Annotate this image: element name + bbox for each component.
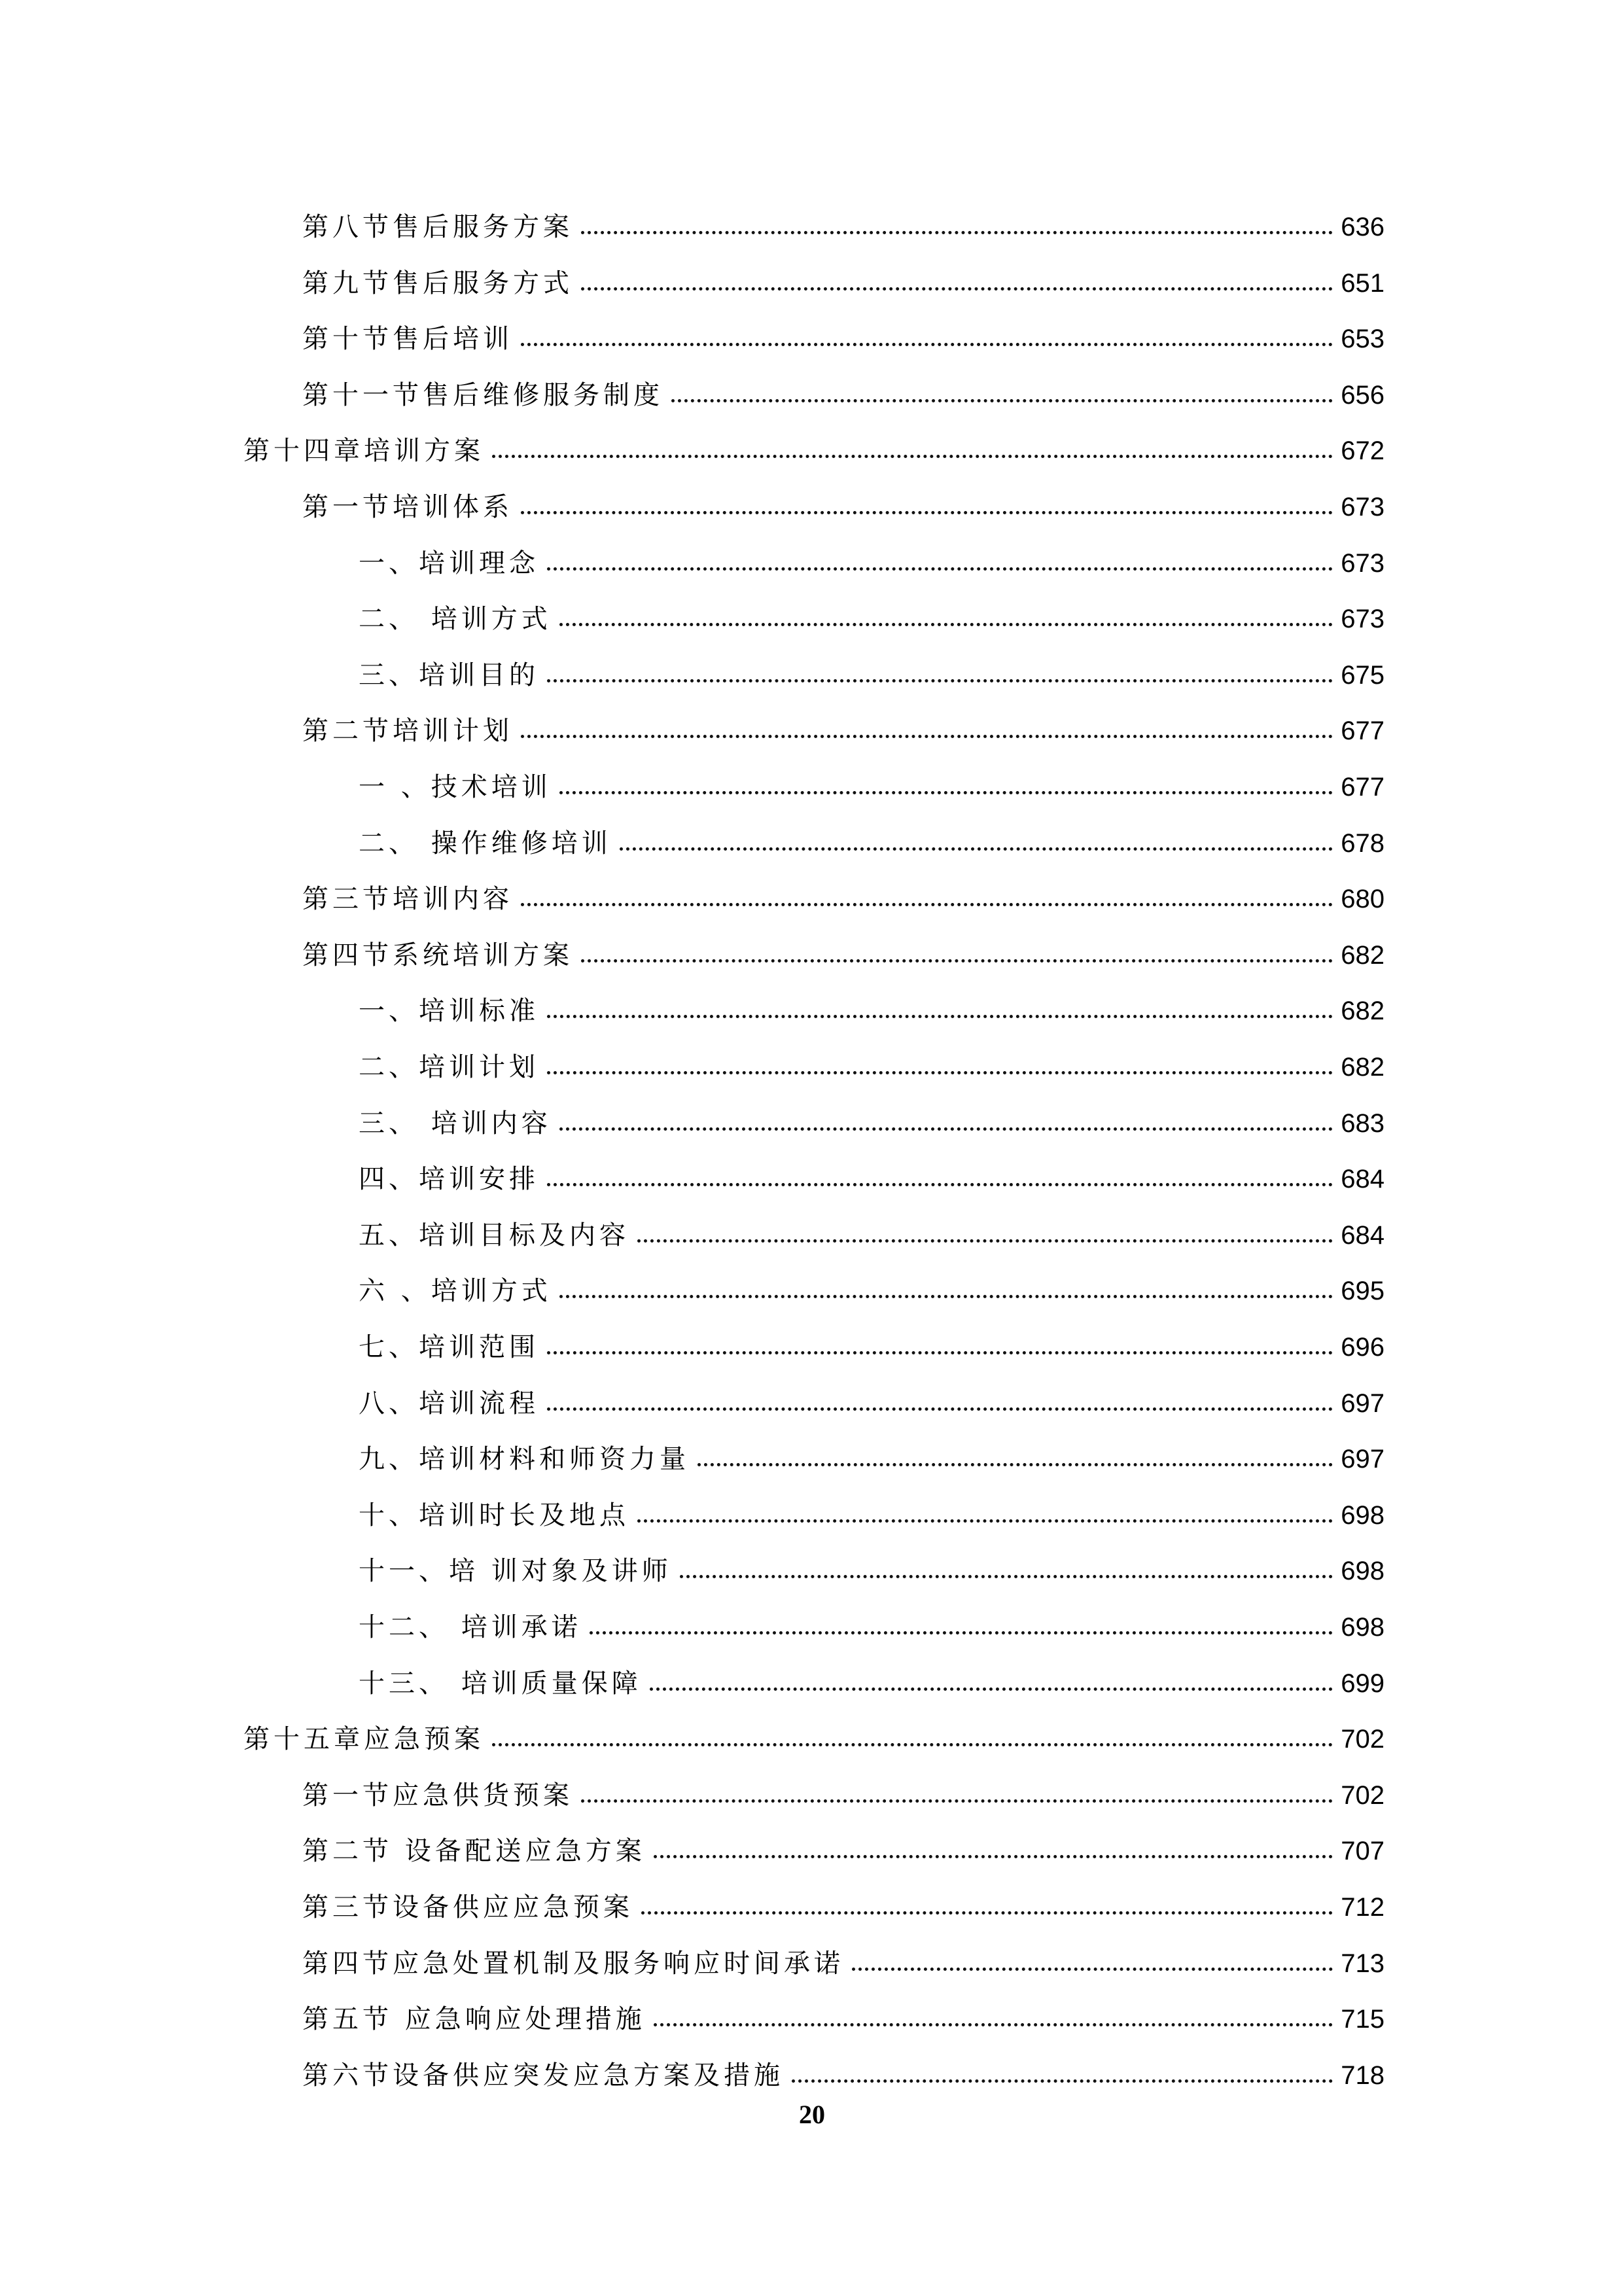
toc-entry-title: 第二节培训计划	[302, 716, 513, 747]
toc-entry-page: 682	[1341, 1053, 1385, 1082]
toc-entry[interactable]	[302, 1926, 1385, 1979]
toc-entry-title: 三、 培训内容	[359, 1108, 552, 1139]
toc-entry-title: 一、培训标准	[359, 996, 539, 1027]
toc-dot-leader	[547, 1407, 1333, 1411]
toc-entry-page: 675	[1341, 660, 1385, 690]
toc-entry-page: 682	[1341, 940, 1385, 970]
toc-entry[interactable]	[359, 638, 1385, 690]
toc-dot-leader	[697, 1463, 1333, 1466]
toc-entry-title: 十、培训时长及地点	[359, 1500, 629, 1530]
toc-entry[interactable]	[302, 190, 1385, 242]
toc-entry-title: 一、培训理念	[359, 548, 539, 578]
toc-entry[interactable]	[359, 806, 1385, 858]
toc-entry-title: 七、培训范围	[359, 1332, 539, 1362]
toc-dot-leader	[492, 1743, 1333, 1746]
toc-entry[interactable]	[359, 1198, 1385, 1250]
toc-entry[interactable]	[359, 750, 1385, 802]
toc-dot-leader	[559, 623, 1333, 626]
toc-entry-title: 第五节 应急响应处理措施	[302, 2004, 646, 2035]
toc-entry-title: 第三节培训内容	[302, 884, 513, 915]
toc-entry[interactable]	[243, 414, 1385, 466]
toc-entry[interactable]	[302, 1758, 1385, 1810]
toc-entry[interactable]	[302, 694, 1385, 746]
toc-entry-page: 697	[1341, 1388, 1385, 1418]
toc-entry[interactable]	[359, 526, 1385, 578]
toc-entry-page: 697	[1341, 1445, 1385, 1474]
toc-entry-title: 第十四章培训方案	[243, 436, 484, 467]
toc-entry-title: 第十一节售后维修服务制度	[302, 380, 663, 410]
toc-entry-page: 698	[1341, 1613, 1385, 1642]
toc-entry[interactable]	[302, 358, 1385, 410]
toc-entry-title: 十一、培 训对象及讲师	[359, 1556, 672, 1587]
toc-entry[interactable]	[302, 1870, 1385, 1922]
toc-dot-leader	[671, 399, 1333, 402]
toc-entry[interactable]	[359, 1086, 1385, 1139]
toc-entry[interactable]	[302, 1814, 1385, 1866]
toc-entry[interactable]	[302, 246, 1385, 298]
toc-dot-leader	[559, 791, 1333, 794]
toc-dot-leader	[547, 1183, 1333, 1186]
toc-dot-leader	[581, 287, 1333, 291]
toc-entry[interactable]	[302, 918, 1385, 970]
toc-dot-leader	[654, 1855, 1333, 1858]
toc-entry[interactable]	[302, 862, 1385, 914]
toc-entry-page: 702	[1341, 1780, 1385, 1810]
toc-entry-page: 715	[1341, 2005, 1385, 2034]
toc-dot-leader	[547, 1015, 1333, 1018]
toc-entry-page: 683	[1341, 1108, 1385, 1138]
toc-dot-leader	[654, 2023, 1333, 2026]
toc-entry[interactable]	[359, 1422, 1385, 1474]
toc-entry[interactable]	[302, 1982, 1385, 2034]
toc-dot-leader	[559, 1295, 1333, 1298]
toc-entry-title: 第六节设备供应突发应急方案及措施	[302, 2060, 784, 2091]
toc-entry-page: 698	[1341, 1557, 1385, 1586]
toc-entry[interactable]	[359, 1142, 1385, 1194]
toc-entry-page: 699	[1341, 1669, 1385, 1698]
toc-dot-leader	[581, 231, 1333, 234]
toc-dot-leader	[521, 903, 1333, 906]
toc-entry-title: 五、培训目标及内容	[359, 1220, 629, 1250]
toc-entry[interactable]	[359, 1646, 1385, 1699]
toc-entry[interactable]	[359, 1366, 1385, 1419]
toc-entry-title: 第八节售后服务方案	[302, 212, 573, 242]
toc-entry-title: 第十五章应急预案	[243, 1724, 484, 1755]
toc-dot-leader	[590, 1631, 1333, 1634]
toc-dot-leader	[492, 455, 1333, 458]
toc-entry[interactable]	[302, 302, 1385, 354]
toc-dot-leader	[559, 1127, 1333, 1131]
toc-entry[interactable]	[359, 1254, 1385, 1306]
toc-entry[interactable]	[359, 974, 1385, 1026]
toc-entry-title: 第九节售后服务方式	[302, 268, 573, 298]
toc-entry-page: 677	[1341, 716, 1385, 746]
toc-entry-page: 653	[1341, 325, 1385, 354]
toc-entry-page: 684	[1341, 1165, 1385, 1194]
toc-entry-title: 十二、 培训承诺	[359, 1612, 582, 1642]
toc-entry-page: 707	[1341, 1837, 1385, 1866]
toc-entry-title: 八、培训流程	[359, 1388, 539, 1419]
toc-dot-leader	[581, 959, 1333, 963]
toc-dot-leader	[521, 343, 1333, 346]
toc-entry-page: 682	[1341, 997, 1385, 1026]
toc-dot-leader	[521, 511, 1333, 514]
toc-entry[interactable]	[359, 1590, 1385, 1642]
toc-dot-leader	[547, 567, 1333, 571]
toc-entry-page: 712	[1341, 1893, 1385, 1922]
toc-dot-leader	[581, 1799, 1333, 1803]
toc-dot-leader	[547, 679, 1333, 682]
toc-entry-page: 680	[1341, 885, 1385, 914]
toc-entry-page: 672	[1341, 436, 1385, 466]
toc-entry-page: 636	[1341, 213, 1385, 241]
toc-entry-title: 二、 培训方式	[359, 604, 552, 635]
toc-dot-leader	[852, 1968, 1333, 1971]
toc-dot-leader	[521, 735, 1333, 738]
toc-entry-page: 678	[1341, 828, 1385, 858]
toc-entry[interactable]	[359, 1310, 1385, 1362]
toc-entry-title: 第四节系统培训方案	[302, 940, 573, 970]
toc-entry-title: 第三节设备供应应急预案	[302, 1892, 633, 1922]
toc-entry-title: 第十节售后培训	[302, 324, 513, 355]
toc-entry-title: 第二节 设备配送应急方案	[302, 1836, 646, 1867]
toc-dot-leader	[620, 847, 1333, 851]
toc-entry-page: 684	[1341, 1220, 1385, 1250]
toc-entry-page: 696	[1341, 1333, 1385, 1362]
toc-entry-title: 四、培训安排	[359, 1164, 539, 1195]
toc-entry-page: 673	[1341, 605, 1385, 634]
toc-entry-page: 713	[1341, 1949, 1385, 1978]
page-number: 20	[799, 2100, 825, 2129]
toc-entry[interactable]	[359, 1534, 1385, 1586]
toc-entry-title: 二、培训计划	[359, 1052, 539, 1082]
toc-entry[interactable]	[359, 1030, 1385, 1082]
toc-dot-leader	[547, 1351, 1333, 1354]
toc-entry-title: 九、培训材料和师资力量	[359, 1444, 690, 1475]
toc-dot-leader	[641, 1911, 1333, 1915]
toc-entry-page: 702	[1341, 1725, 1385, 1754]
toc-dot-leader	[650, 1687, 1333, 1691]
toc-entry[interactable]	[359, 582, 1385, 634]
toc-entry-title: 第一节应急供货预案	[302, 1780, 573, 1810]
toc-entry-page: 651	[1341, 268, 1385, 298]
toc-entry-page: 677	[1341, 773, 1385, 802]
toc-entry-page: 718	[1341, 2060, 1385, 2090]
toc-entry-page: 673	[1341, 493, 1385, 521]
toc-entry-title: 第四节应急处置机制及服务响应时间承诺	[302, 1948, 844, 1979]
toc-dot-leader	[637, 1239, 1333, 1243]
toc-entry[interactable]	[302, 2038, 1385, 2091]
toc-dot-leader	[547, 1071, 1333, 1074]
toc-entry-title: 第一节培训体系	[302, 492, 513, 522]
toc-entry-title: 十三、 培训质量保障	[359, 1668, 642, 1699]
toc-entry-page: 695	[1341, 1277, 1385, 1306]
toc-entry-page: 698	[1341, 1500, 1385, 1530]
toc-dot-leader	[680, 1575, 1333, 1578]
toc-entry[interactable]	[243, 1702, 1385, 1754]
toc-entry[interactable]	[359, 1478, 1385, 1530]
toc-entry-title: 三、培训目的	[359, 660, 539, 690]
toc-entry[interactable]	[302, 470, 1385, 522]
toc-dot-leader	[637, 1519, 1333, 1523]
toc-entry-page: 656	[1341, 380, 1385, 410]
toc-entry-title: 二、 操作维修培训	[359, 828, 612, 858]
toc-entry-title: 一 、技术培训	[359, 772, 552, 802]
toc-entry-title: 六 、培训方式	[359, 1276, 552, 1307]
toc-entry-page: 673	[1341, 548, 1385, 578]
toc-dot-leader	[792, 2079, 1333, 2083]
